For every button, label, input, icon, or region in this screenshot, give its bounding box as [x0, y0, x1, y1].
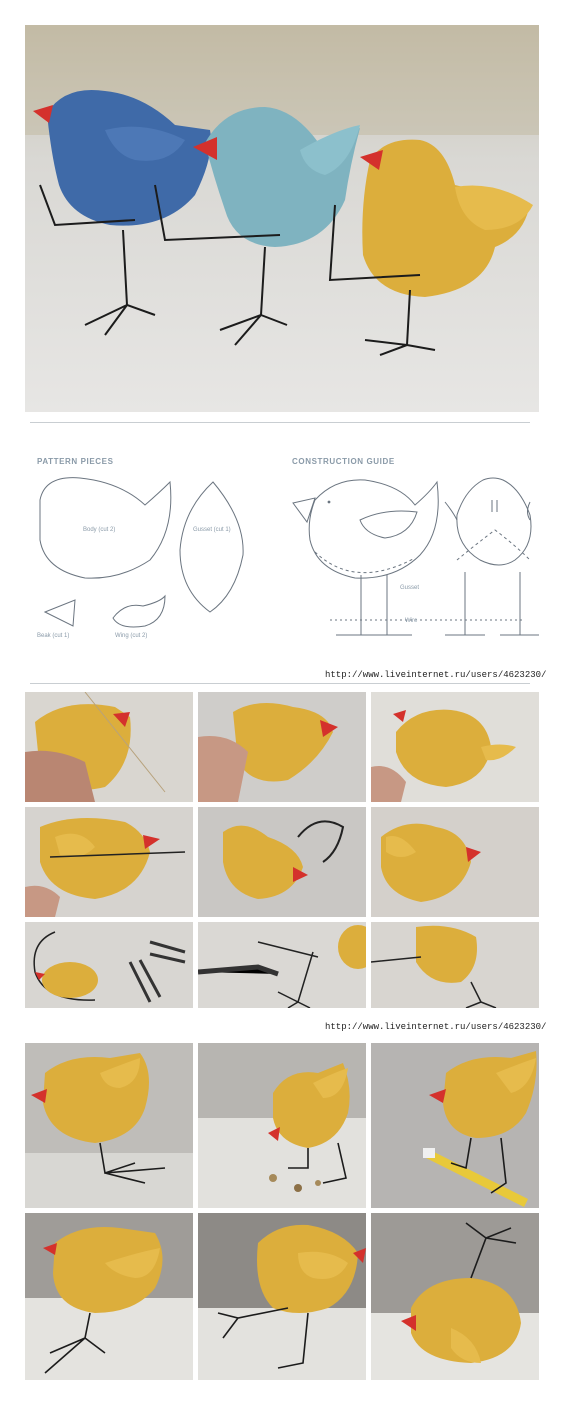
step-photo-bending-wire-feet — [198, 922, 366, 1008]
step-photo-body-shape — [198, 692, 366, 802]
step-photo-gusset-sewing — [371, 692, 539, 802]
step-photo-finished-chick — [371, 807, 539, 917]
finished-photo-6-upside-down — [371, 1213, 539, 1380]
label-body: Body (cut 2) — [83, 527, 116, 533]
divider-top — [30, 422, 530, 423]
source-url-caption-2: http://www.liveinternet.ru/users/4623230/ — [325, 1022, 547, 1032]
label-gusset: Gusset (cut 1) — [193, 527, 231, 533]
source-url-caption-1: http://www.liveinternet.ru/users/4623230/ — [325, 670, 547, 680]
step-photo-wire-insert — [198, 807, 366, 917]
finished-photo-3-on-pencil — [371, 1043, 539, 1208]
label-wing: Wing (cut 2) — [115, 633, 148, 639]
label-guide-gusset: Gusset — [400, 585, 420, 591]
finished-photo-2 — [198, 1043, 366, 1208]
step-photo-attaching-legs — [371, 922, 539, 1008]
pattern-panel — [25, 430, 539, 670]
label-guide-wire: Wire — [405, 618, 418, 624]
step-photo-stitching-body — [25, 692, 193, 802]
divider-bottom — [30, 683, 530, 684]
pattern-drawings — [25, 430, 539, 670]
pattern-pieces-heading: PATTERN PIECES — [37, 457, 114, 466]
hero-photo-three-felt-birds — [25, 25, 539, 412]
finished-chicks-grid — [25, 1043, 539, 1380]
step-photo-wing-attach — [25, 807, 193, 917]
finished-photo-1 — [25, 1043, 193, 1208]
finished-photo-5 — [198, 1213, 366, 1380]
label-beak: Beak (cut 1) — [37, 633, 70, 639]
steps-grid-sewing — [25, 692, 539, 1008]
finished-photo-4 — [25, 1213, 193, 1380]
construction-guide-heading: CONSTRUCTION GUIDE — [292, 457, 395, 466]
step-photo-wire-and-pliers — [25, 922, 193, 1008]
